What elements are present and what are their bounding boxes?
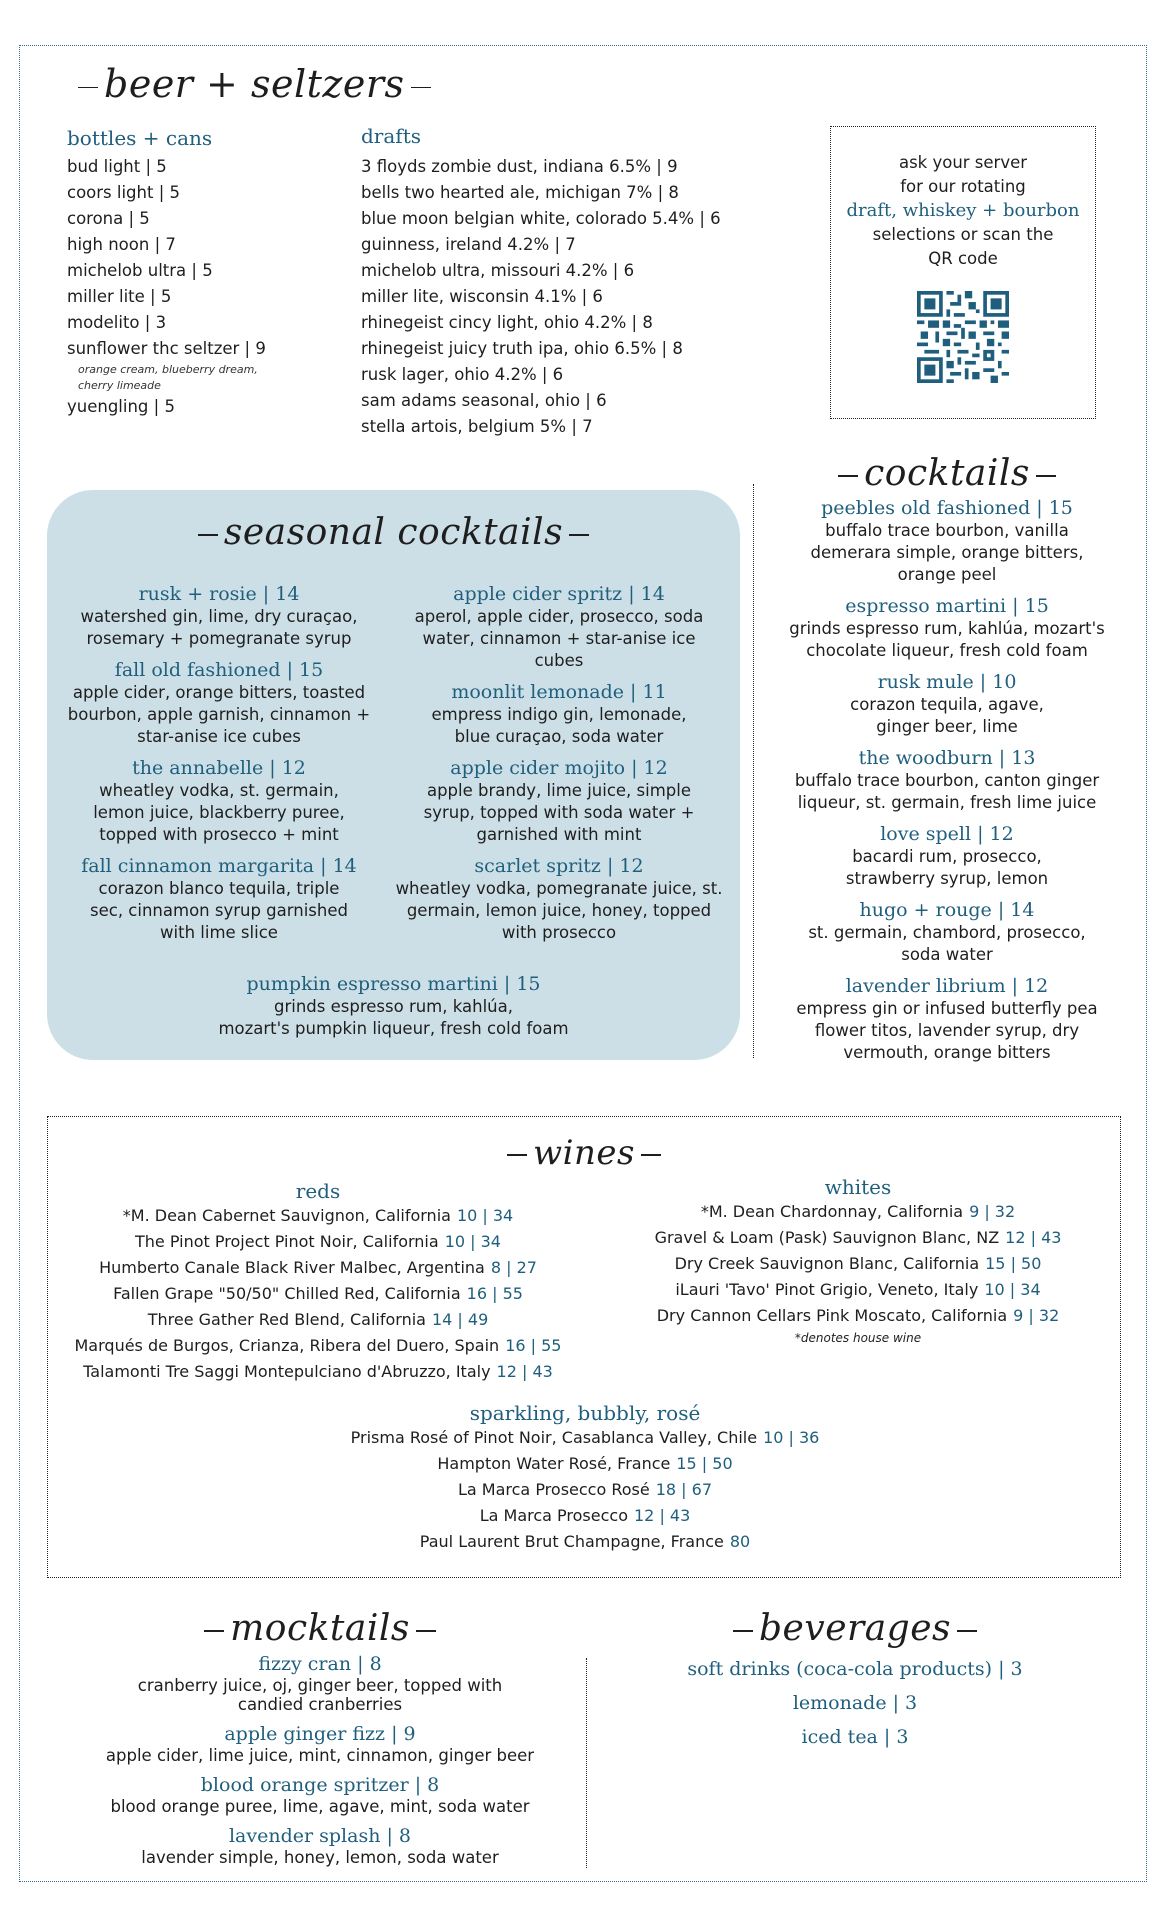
wine-row: Talamonti Tre Saggi Montepulciano d'Abruzzo, Italy 12 | 43 — [83, 1362, 553, 1381]
list-item: rhinegeist cincy light, ohio 4.2% | 8 — [361, 313, 653, 332]
drafts-column — [361, 124, 781, 440]
cocktail-item: moonlit lemonade | 11 empress indigo gin, lemonade, blue curaçao, soda water — [431, 681, 687, 746]
wine-row: Humberto Canale Black River Malbec, Argentina 8 | 27 — [99, 1258, 537, 1277]
wine-row: La Marca Prosecco Rosé 18 | 67 — [457, 1480, 712, 1499]
cocktail-item: espresso martini | 15 grinds espresso rum, kahlúa, mozart's chocolate liqueur, fresh cold foam — [789, 595, 1105, 660]
beverage-item: iced tea | 3 — [801, 1726, 909, 1748]
reds-column — [48, 1179, 588, 1385]
wine-row: Hampton Water Rosé, France 15 | 50 — [437, 1454, 733, 1473]
list-item: coors light | 5 — [67, 183, 181, 202]
list-item: high noon | 7 — [67, 235, 176, 254]
cocktails-section-title: cocktails — [766, 452, 1128, 496]
wine-row: Paul Laurent Brut Champagne, France 80 — [419, 1532, 751, 1551]
cocktail-item: rusk mule | 10 corazon tequila, agave, ginger beer, lime — [850, 671, 1044, 736]
cocktail-item: apple cider mojito | 12 apple brandy, lime juice, simple syrup, topped with soda water + garnished with mint — [423, 757, 695, 844]
list-item: sunflower thc seltzer | 9 — [67, 339, 266, 358]
qr-highlight: draft, whiskey + bourbon — [846, 200, 1080, 221]
wine-row: Dry Creek Sauvignon Blanc, California 15 | 50 — [674, 1254, 1042, 1273]
mocktail-item: apple ginger fizz | 9 apple cider, lime juice, mint, cinnamon, ginger beer — [105, 1723, 535, 1765]
qr-code-icon[interactable] — [917, 291, 1009, 383]
list-item: corona | 5 — [67, 209, 150, 228]
list-item: guinness, ireland 4.2% | 7 — [361, 235, 576, 254]
qr-text-line: for our rotating — [900, 177, 1026, 196]
cocktail-item: fall cinnamon margarita | 14 corazon blanco tequila, triple sec, cinnamon syrup garnished with lime slice — [81, 855, 357, 942]
cocktail-item: pumpkin espresso martini | 15 grinds espresso rum, kahlúa, mozart's pumpkin liqueur, fresh cold foam — [218, 973, 569, 1038]
list-item: yuengling | 5 — [67, 397, 175, 416]
list-item: bud light | 5 — [67, 157, 167, 176]
wine-row: Marqués de Burgos, Crianza, Ribera del Duero, Spain 16 | 55 — [74, 1336, 562, 1355]
rotating-selection-box — [830, 126, 1096, 419]
cocktail-item: scarlet spritz | 12 wheatley vodka, pomegranate juice, st. germain, lemon juice, honey, topped with prosecco — [395, 855, 723, 942]
reds-heading: reds — [295, 1179, 341, 1203]
list-item: blue moon belgian white, colorado 5.4% | 6 — [361, 209, 721, 228]
qr-text-line: QR code — [928, 249, 998, 268]
list-item: stella artois, belgium 5% | 7 — [361, 417, 593, 436]
list-item: michelob ultra, missouri 4.2% | 6 — [361, 261, 635, 280]
cocktail-item: lavender librium | 12 empress gin or infused butterfly pea flower titos, lavender syrup, dry vermouth, orange bitters — [796, 975, 1098, 1062]
seltzer-flavors-note: orange cream, blueberry dream, cherry limeade — [78, 363, 258, 392]
wine-row: Gravel & Loam (Pask) Sauvignon Blanc, NZ 12 | 43 — [654, 1228, 1062, 1247]
wine-row: Three Gather Red Blend, California 14 | 49 — [147, 1310, 489, 1329]
whites-heading: whites — [824, 1175, 892, 1199]
wine-row: Fallen Grape "50/50" Chilled Red, California 16 | 55 — [113, 1284, 523, 1303]
beverage-item: soft drinks (coca-cola products) | 3 — [687, 1658, 1023, 1680]
qr-text-line: selections or scan the — [872, 225, 1054, 244]
wine-row: Prisma Rosé of Pinot Noir, Casablanca Valley, Chile 10 | 36 — [350, 1428, 820, 1447]
beer-section-title: beer + seltzers — [72, 62, 437, 106]
drafts-heading: drafts — [361, 124, 421, 148]
beverages-column — [620, 1606, 1090, 1754]
seasonal-section-title: seasonal cocktails — [47, 512, 740, 553]
wines-panel — [47, 1116, 1121, 1578]
wine-row: *M. Dean Cabernet Sauvignon, California 10 | 34 — [122, 1206, 514, 1225]
seasonal-cocktails-panel — [47, 490, 740, 1060]
list-item: rhinegeist juicy truth ipa, ohio 6.5% | 8 — [361, 339, 683, 358]
wine-row: Dry Cannon Cellars Pink Moscato, California 9 | 32 — [656, 1306, 1060, 1325]
cocktail-item: peebles old fashioned | 15 buffalo trace bourbon, vanilla demerara simple, orange bitters, orange peel — [810, 497, 1084, 584]
seasonal-right-column — [391, 582, 727, 944]
sparkling-heading: sparkling, bubbly, rosé — [469, 1401, 701, 1425]
list-item: miller lite, wisconsin 4.1% | 6 — [361, 287, 603, 306]
mocktails-column — [60, 1606, 580, 1867]
sparkling-column — [48, 1401, 1122, 1555]
cocktail-item: love spell | 12 bacardi rum, prosecco, strawberry syrup, lemon — [845, 823, 1049, 888]
wine-row: *M. Dean Chardonnay, California 9 | 32 — [700, 1202, 1016, 1221]
bottles-heading: bottles + cans — [67, 126, 213, 150]
list-item: 3 floyds zombie dust, indiana 6.5% | 9 — [361, 157, 678, 176]
cocktail-item: the annabelle | 12 wheatley vodka, st. germain, lemon juice, blackberry puree, topped with prosecco + mint — [93, 757, 345, 844]
cocktail-item: apple cider spritz | 14 aperol, apple cider, prosecco, soda water, cinnamon + star-anise ice cubes — [414, 583, 704, 670]
bottles-column — [67, 126, 327, 420]
whites-column — [608, 1175, 1108, 1347]
cocktail-item: fall old fashioned | 15 apple cider, orange bitters, toasted bourbon, apple garnish, cinnamon + star-anise ice cubes — [67, 659, 371, 746]
list-item: sam adams seasonal, ohio | 6 — [361, 391, 607, 410]
house-wine-note: *denotes house wine — [794, 1331, 922, 1345]
cocktail-item: rusk + rosie | 14 watershed gin, lime, dry curaçao, rosemary + pomegranate syrup — [80, 583, 358, 648]
cocktail-item: hugo + rouge | 14 st. germain, chambord, prosecco, soda water — [808, 899, 1086, 964]
beverage-item: lemonade | 3 — [792, 1692, 918, 1714]
mocktail-item: blood orange spritzer | 8 blood orange puree, lime, agave, mint, soda water — [110, 1774, 530, 1816]
list-item: miller lite | 5 — [67, 287, 172, 306]
list-item: modelito | 3 — [67, 313, 167, 332]
beverages-section-title: beverages — [620, 1606, 1090, 1652]
cocktail-item: the woodburn | 13 buffalo trace bourbon, canton ginger liqueur, st. germain, fresh lime juice — [794, 747, 1100, 812]
mocktails-section-title: mocktails — [60, 1606, 580, 1652]
mocktail-item: fizzy cran | 8 cranberry juice, oj, ginger beer, topped with candied cranberries — [137, 1653, 503, 1714]
wine-row: The Pinot Project Pinot Noir, California 10 | 34 — [135, 1232, 501, 1251]
section-divider — [753, 484, 754, 1058]
mocktail-item: lavender splash | 8 lavender simple, honey, lemon, soda water — [141, 1825, 499, 1867]
wine-row: La Marca Prosecco 12 | 43 — [479, 1506, 691, 1525]
list-item: rusk lager, ohio 4.2% | 6 — [361, 365, 564, 384]
seasonal-left-column — [59, 582, 379, 944]
cocktails-column — [766, 452, 1128, 1064]
list-item: bells two hearted ale, michigan 7% | 8 — [361, 183, 679, 202]
wines-section-title: wines — [48, 1133, 1120, 1173]
list-item: michelob ultra | 5 — [67, 261, 213, 280]
section-divider — [586, 1658, 587, 1868]
qr-text-line: ask your server — [898, 153, 1028, 172]
wine-row: iLauri 'Tavo' Pinot Grigio, Veneto, Italy 10 | 34 — [675, 1280, 1041, 1299]
